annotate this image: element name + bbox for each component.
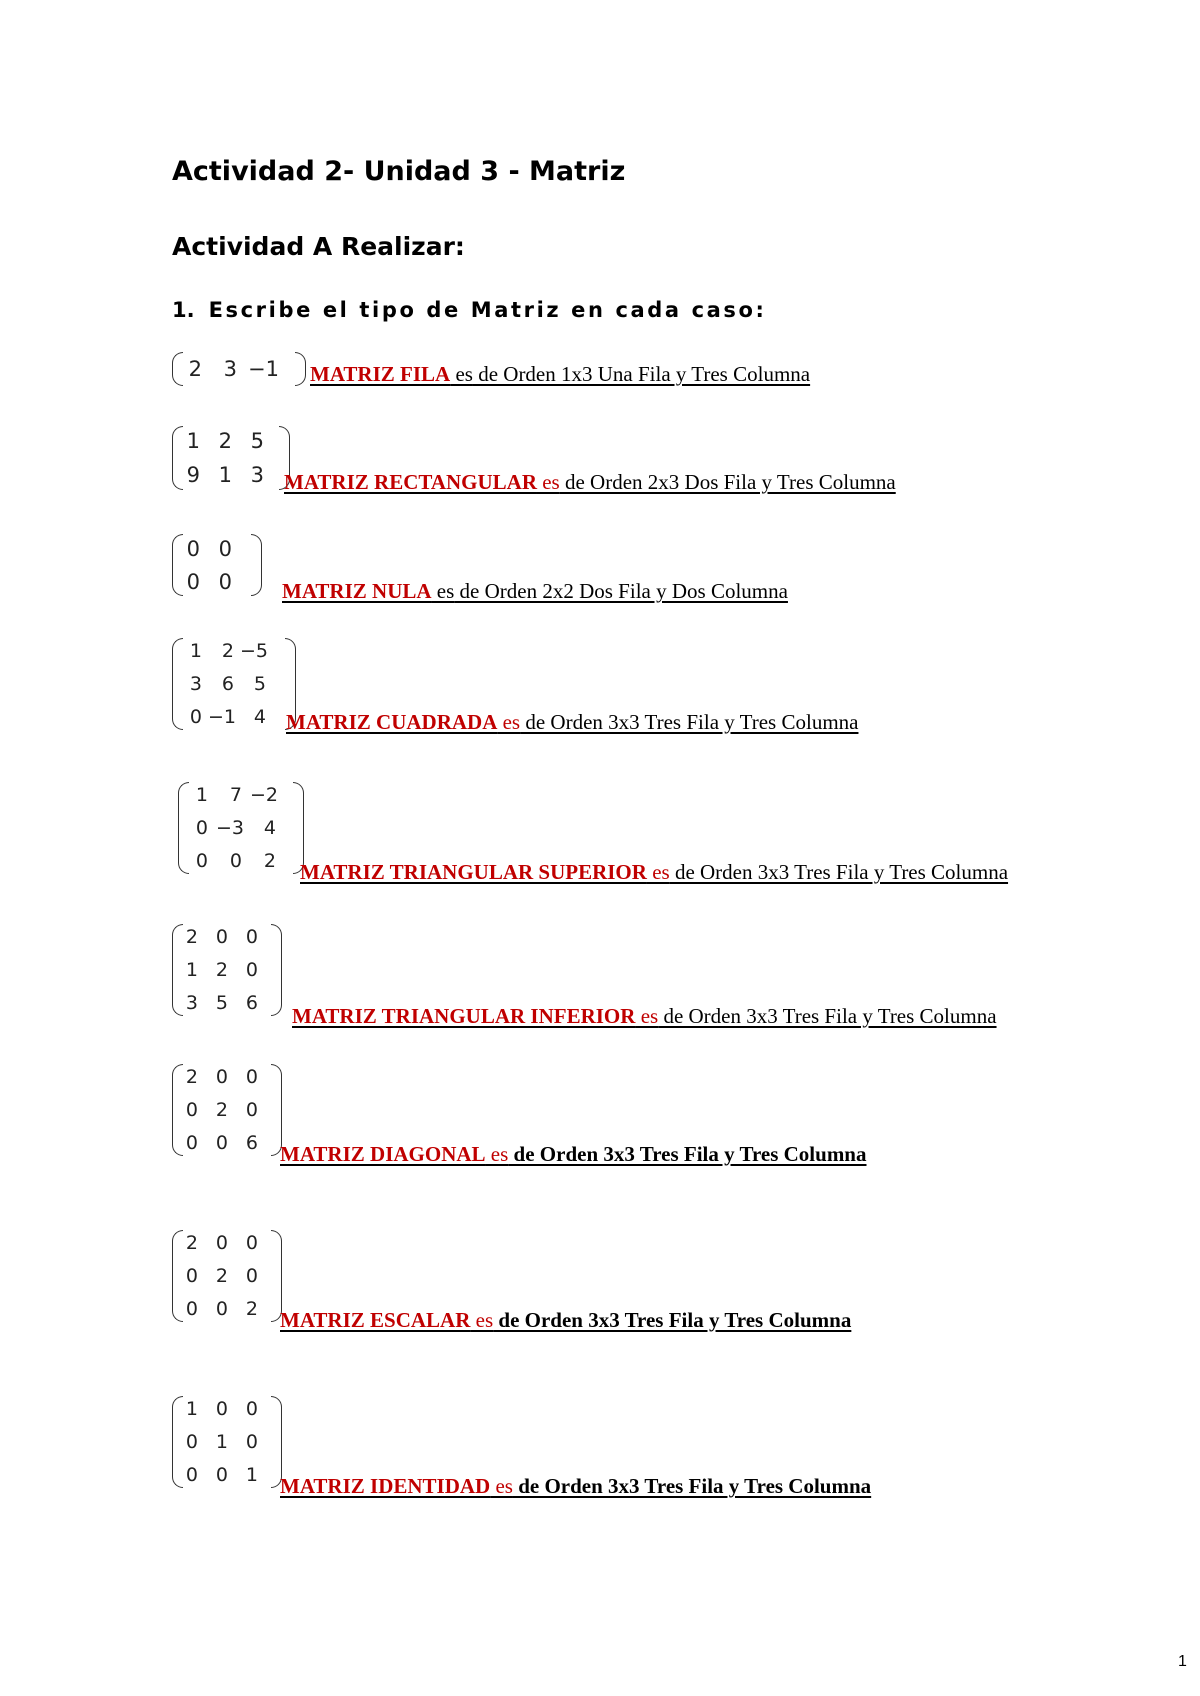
matrix-cell: 2 <box>263 849 276 872</box>
matrix-cell: −2 <box>250 784 279 807</box>
matrix-cell: 5 <box>250 429 264 453</box>
matrix-cell: 0 <box>245 1066 258 1089</box>
matrix-cell: 0 <box>245 1264 258 1287</box>
matrix-cell: 0 <box>218 569 232 594</box>
matrix-cell: 4 <box>253 705 266 728</box>
connector-es: es <box>497 710 521 734</box>
connector-es: es <box>635 1004 659 1028</box>
matrix-cell: 0 <box>218 536 232 561</box>
matrix-type: MATRIZ CUADRADA <box>286 710 498 734</box>
matrix-type: MATRIZ RECTANGULAR <box>284 470 537 494</box>
matrix <box>172 426 290 490</box>
matrix-cell: 0 <box>245 1398 258 1421</box>
matrix-cell: 0 <box>215 1131 228 1154</box>
matrix-order: de Orden 3x3 Tres Fila y Tres Columna <box>493 1308 852 1332</box>
matrix-cell: −3 <box>216 816 245 839</box>
matrix-cell: 6 <box>245 1131 258 1154</box>
matrix-left-bracket <box>172 638 183 730</box>
answer-label <box>280 1308 851 1333</box>
matrix-type: MATRIZ ESCALAR <box>280 1308 471 1332</box>
matrix-left-bracket <box>172 1064 183 1156</box>
matrix-cell: 3 <box>250 463 264 487</box>
matrix-cell: 6 <box>221 672 234 695</box>
matrix-order: de Orden 3x3 Tres Fila y Tres Columna <box>658 1004 997 1028</box>
matrix-cell: 1 <box>186 429 200 453</box>
matrix-cell: 0 <box>245 958 258 981</box>
matrix-cell: 0 <box>195 816 208 839</box>
matrix-cell: 0 <box>185 1297 198 1320</box>
matrix-cell: 1 <box>218 463 232 487</box>
matrix-cell: 2 <box>215 1264 228 1287</box>
answer-label <box>280 1142 867 1167</box>
matrix-cell: 0 <box>215 1066 228 1089</box>
matrix-type: MATRIZ TRIANGULAR INFERIOR <box>292 1004 636 1028</box>
matrix-cell: 0 <box>186 569 200 594</box>
matrix-cell: 2 <box>215 958 228 981</box>
matrix <box>178 782 304 874</box>
matrix-cell: 0 <box>229 849 242 872</box>
answer-label <box>292 1004 997 1029</box>
question-number: 1. <box>172 298 195 322</box>
matrix-cell: 5 <box>253 672 266 695</box>
connector-es: es <box>431 579 455 603</box>
page-title: Actividad 2- Unidad 3 - Matriz <box>172 156 626 187</box>
matrix-cell: 1 <box>245 1463 258 1486</box>
matrix-order: de Orden 1x3 Una Fila y Tres Columna <box>472 362 811 386</box>
question-text: Escribe el tipo de Matriz en cada caso: <box>208 298 767 322</box>
matrix-cell: 0 <box>186 536 200 561</box>
matrix-cell: 7 <box>229 784 242 807</box>
matrix-cell: 0 <box>185 1463 198 1486</box>
matrix-order: de Orden 2x2 Dos Fila y Dos Columna <box>454 579 788 603</box>
matrix-cell: 0 <box>195 849 208 872</box>
matrix <box>172 1396 282 1488</box>
connector-es: es <box>470 1308 494 1332</box>
matrix-cell: −1 <box>208 705 237 728</box>
matrix-cell: 1 <box>189 640 202 663</box>
answer-label <box>282 579 788 604</box>
matrix-right-bracket <box>251 534 262 596</box>
matrix <box>172 352 306 386</box>
answer-label <box>284 470 896 495</box>
matrix-cell: 3 <box>189 672 202 695</box>
connector-es: es <box>450 362 473 386</box>
matrix-cell: 0 <box>245 1098 258 1121</box>
matrix-cell: 0 <box>215 1232 228 1255</box>
matrix-cell: 0 <box>215 926 228 949</box>
connector-es: es <box>485 1142 509 1166</box>
section-subtitle: Actividad A Realizar: <box>172 232 465 261</box>
matrix-cell: 2 <box>185 1066 198 1089</box>
matrix-cell: −5 <box>240 640 269 663</box>
matrix <box>172 1230 282 1322</box>
matrix-left-bracket <box>172 1230 183 1322</box>
matrix-right-bracket <box>271 924 282 1016</box>
matrix-cell: 1 <box>185 958 198 981</box>
matrix-type: MATRIZ FILA <box>310 362 451 386</box>
matrix-cell: 0 <box>185 1131 198 1154</box>
matrix-cell: 2 <box>185 1232 198 1255</box>
matrix-cell: 0 <box>215 1297 228 1320</box>
matrix-left-bracket <box>172 534 183 596</box>
matrix-type: MATRIZ TRIANGULAR SUPERIOR <box>300 860 647 884</box>
matrix <box>172 1064 282 1156</box>
matrix-left-bracket <box>172 426 183 490</box>
matrix-cell: −1 <box>248 357 279 381</box>
matrix-left-bracket <box>172 924 183 1016</box>
matrix-cell: 3 <box>223 357 237 381</box>
matrix-order: de Orden 2x3 Dos Fila y Tres Columna <box>559 470 896 494</box>
matrix-cell: 0 <box>245 926 258 949</box>
matrix-cell: 0 <box>185 1098 198 1121</box>
matrix-cell: 0 <box>215 1398 228 1421</box>
matrix <box>172 638 296 730</box>
matrix <box>172 924 282 1016</box>
connector-es: es <box>490 1474 513 1498</box>
matrix <box>172 534 262 596</box>
matrix-cell: 2 <box>215 1098 228 1121</box>
matrix-cell: 2 <box>218 429 232 453</box>
answer-label <box>280 1474 871 1499</box>
connector-es: es <box>536 470 560 494</box>
answer-label <box>310 362 810 387</box>
matrix-cell: 0 <box>245 1430 258 1453</box>
matrix-cell: 2 <box>245 1297 258 1320</box>
matrix-cell: 0 <box>215 1463 228 1486</box>
matrix-left-bracket <box>172 1396 183 1488</box>
matrix-cell: 1 <box>185 1398 198 1421</box>
connector-es: es <box>646 860 670 884</box>
matrix-left-bracket <box>178 782 189 874</box>
matrix-cell: 9 <box>186 463 200 487</box>
matrix-cell: 4 <box>263 816 276 839</box>
matrix-cell: 6 <box>245 991 258 1014</box>
matrix-order: de Orden 3x3 Tres Fila y Tres Columna <box>512 1474 872 1498</box>
matrix-cell: 2 <box>188 357 202 381</box>
matrix-type: MATRIZ IDENTIDAD <box>280 1474 491 1498</box>
question-prompt <box>172 298 767 322</box>
answer-label <box>300 860 1008 885</box>
matrix-type: MATRIZ NULA <box>282 579 432 603</box>
matrix-type: MATRIZ DIAGONAL <box>280 1142 486 1166</box>
matrix-cell: 0 <box>189 705 202 728</box>
matrix-order: de Orden 3x3 Tres Fila y Tres Columna <box>669 860 1009 884</box>
matrix-cell: 0 <box>185 1430 198 1453</box>
matrix-left-bracket <box>172 352 183 386</box>
matrix-cell: 0 <box>245 1232 258 1255</box>
answer-label <box>286 710 858 735</box>
matrix-cell: 5 <box>215 991 228 1014</box>
matrix-cell: 3 <box>185 991 198 1014</box>
matrix-cell: 1 <box>195 784 208 807</box>
matrix-cell: 2 <box>185 926 198 949</box>
matrix-cell: 1 <box>215 1430 228 1453</box>
matrix-right-bracket <box>295 352 306 386</box>
matrix-cell: 2 <box>221 640 234 663</box>
matrix-cell: 0 <box>185 1264 198 1287</box>
page-number: 1 <box>1178 1653 1187 1670</box>
matrix-order: de Orden 3x3 Tres Fila y Tres Columna <box>508 1142 867 1166</box>
matrix-order: de Orden 3x3 Tres Fila y Tres Columna <box>520 710 859 734</box>
